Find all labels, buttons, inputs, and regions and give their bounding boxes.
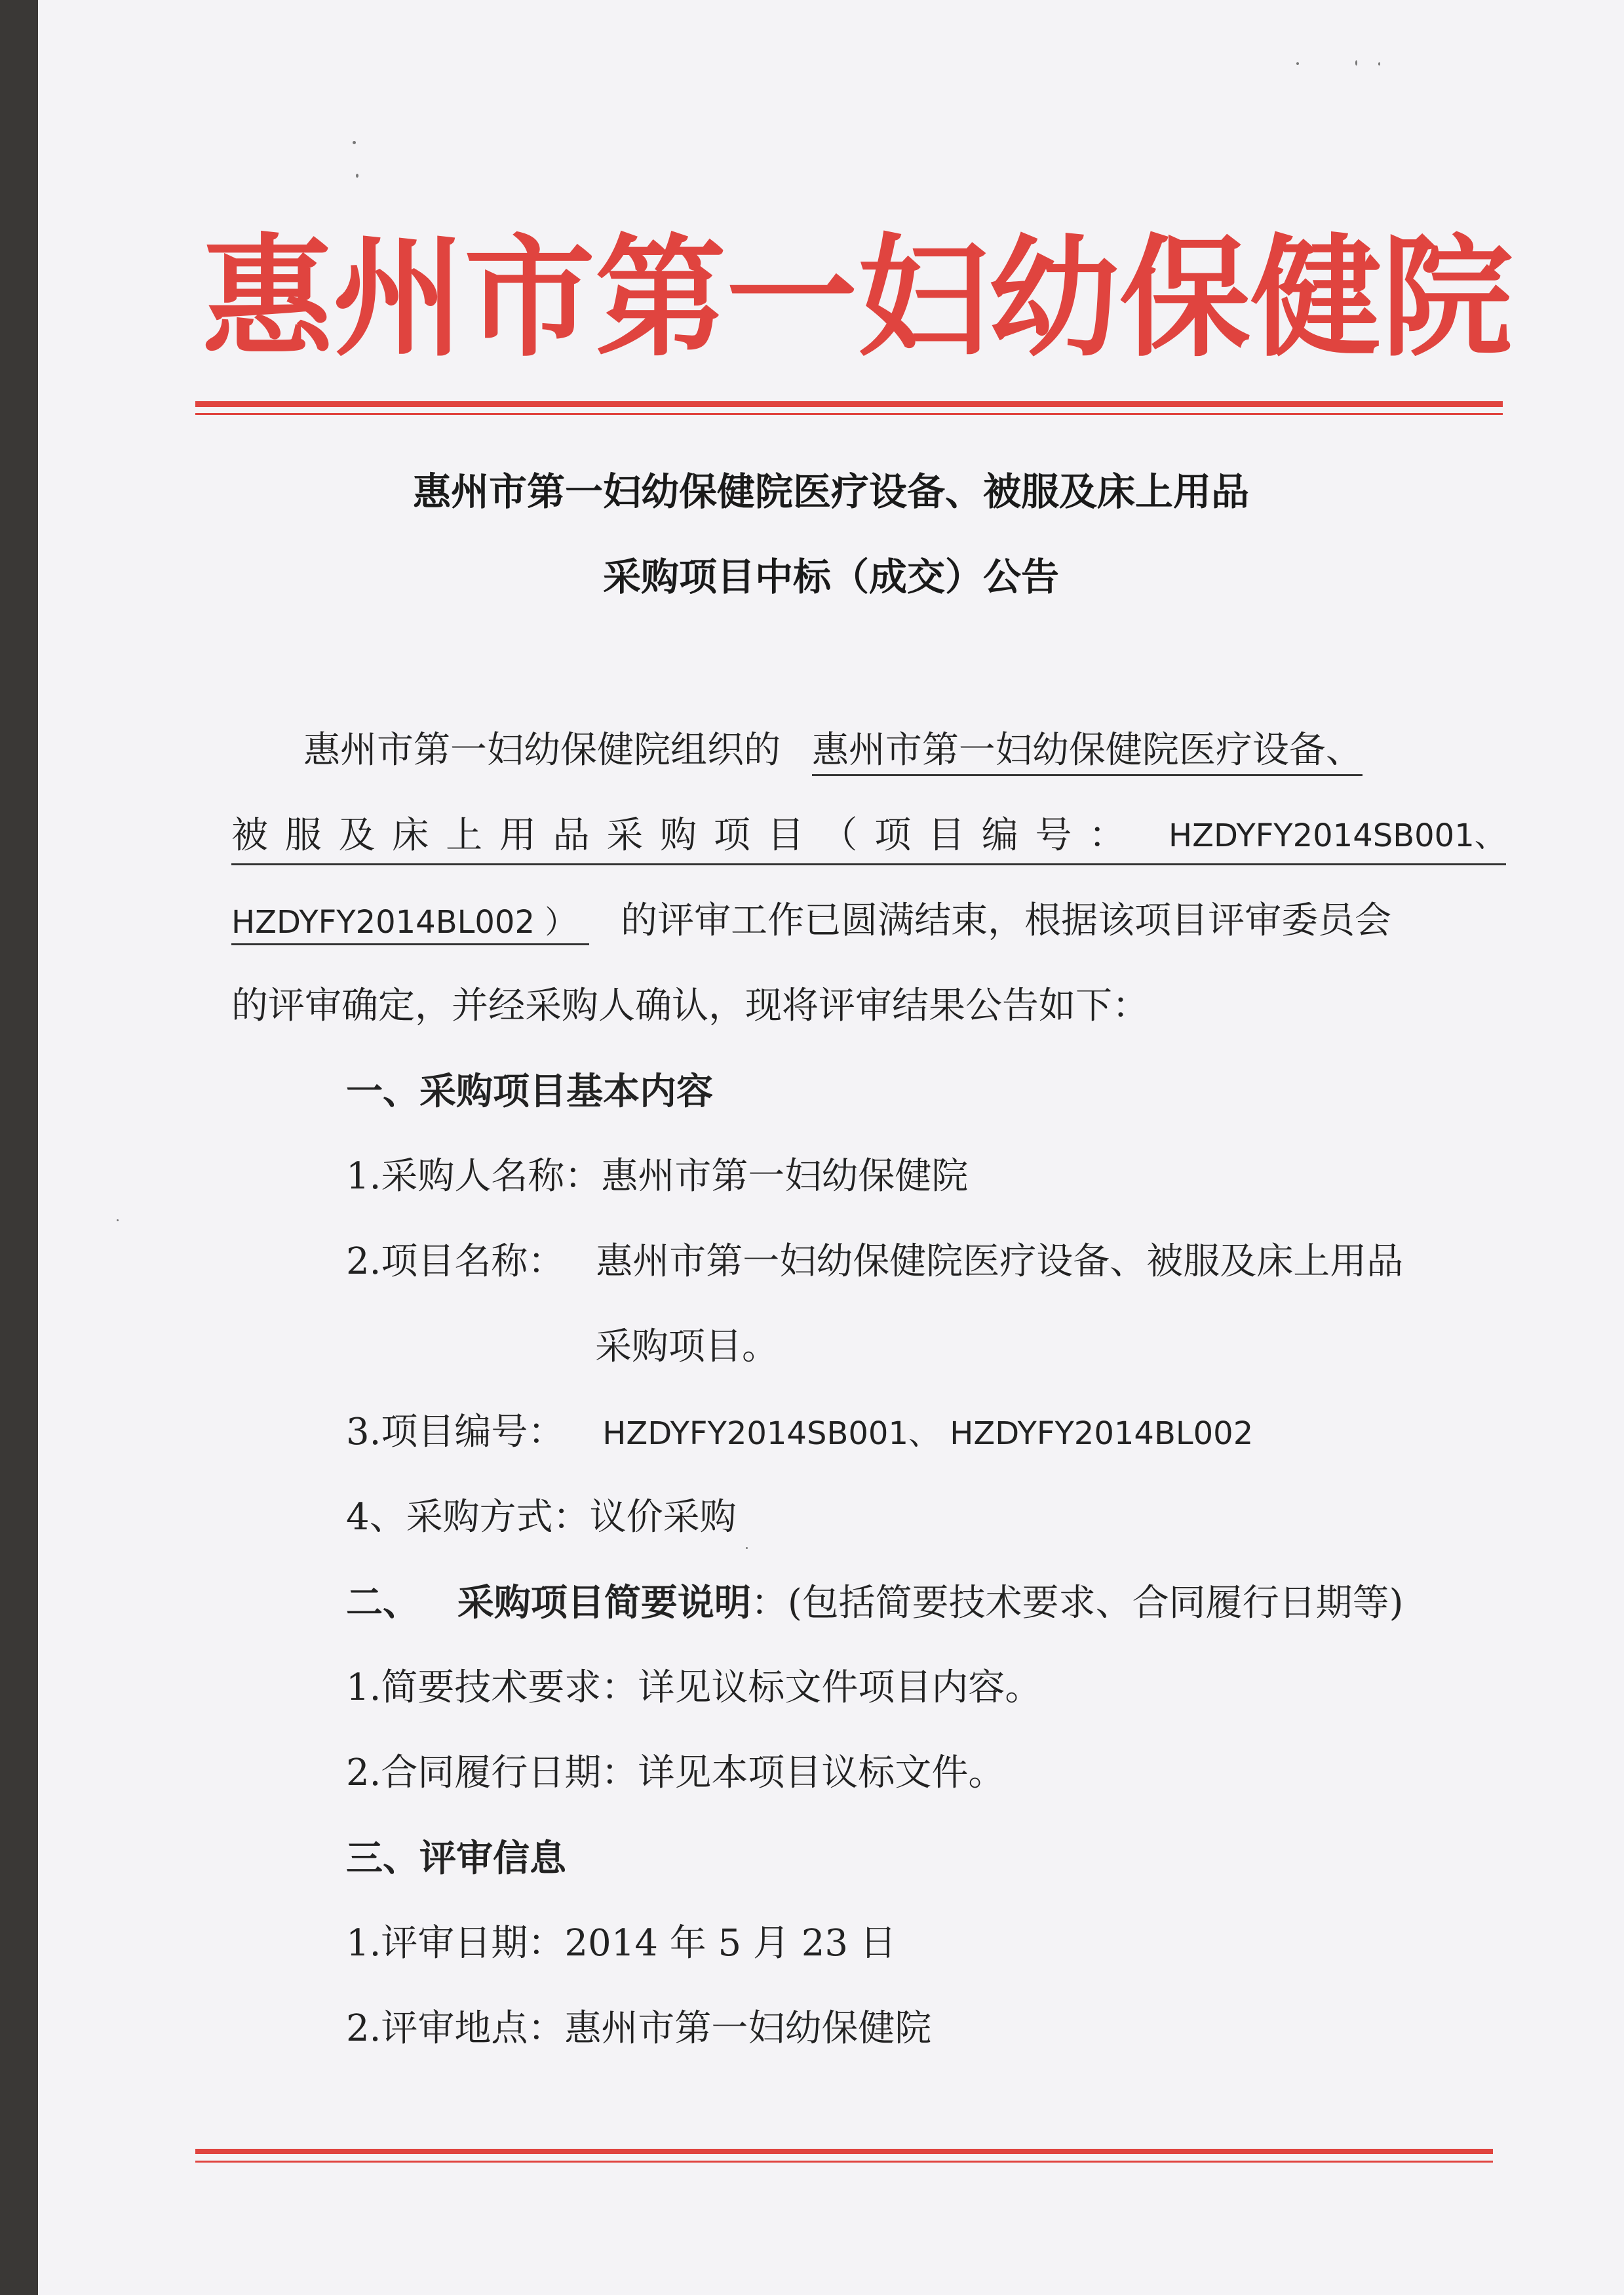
intro-char: 服 xyxy=(284,814,322,857)
scan-speck xyxy=(117,1219,119,1221)
scan-speck xyxy=(356,174,358,178)
letterhead-char: 第 xyxy=(595,221,727,375)
intro-char: 上 xyxy=(446,814,483,857)
section-3-heading: 三、评审信息 xyxy=(346,1837,566,1880)
item-3-value: HZDYFY2014SB001、 HZDYFY2014BL002 xyxy=(602,1415,1254,1452)
section-1-item-2 xyxy=(346,1236,1621,1288)
document-title-line2: 采购项目中标（成交）公告 xyxy=(602,555,1059,599)
intro-char: 目 xyxy=(927,814,965,857)
item-2-value: 惠州市第一妇幼保健院医疗设备、被服及床上用品 xyxy=(596,1240,1404,1283)
section-1-item-2-continuation: 采购项目。 xyxy=(595,1325,779,1368)
section-2-item-1: 1.简要技术要求：详见议标文件项目内容。 xyxy=(346,1666,1042,1709)
intro-char: 被 xyxy=(231,814,268,857)
intro-char: （ xyxy=(821,814,858,857)
intro-char: 项 xyxy=(874,814,912,857)
intro-char: 采 xyxy=(606,814,644,857)
intro-char: ： xyxy=(1089,814,1126,857)
intro-line-1 xyxy=(303,724,1506,777)
intro-char: 用 xyxy=(499,814,536,857)
intro-char: 及 xyxy=(338,814,376,857)
scan-speck xyxy=(746,1547,748,1549)
intro-char: 项 xyxy=(713,814,750,857)
letterhead-char: 院 xyxy=(1382,221,1513,375)
intro-char: 购 xyxy=(660,814,697,857)
intro-line-2 xyxy=(231,810,1506,865)
section-2-item-2: 2.合同履行日期：详见本项目议标文件。 xyxy=(346,1752,1005,1794)
intro-char: 床 xyxy=(392,814,429,857)
intro-char: 号 xyxy=(1035,814,1072,857)
intro-char: 目 xyxy=(767,814,804,857)
letterhead-char: 幼 xyxy=(988,221,1120,375)
footer-rule-thin xyxy=(195,2161,1493,2163)
intro-continuation-1: 的评审工作已圆满结束，根据该项目评审委员会 xyxy=(621,899,1392,942)
section-1-item-1: 1.采购人名称：惠州市第一妇幼保健院 xyxy=(346,1155,969,1198)
intro-line-4: 的评审确定，并经采购人确认，现将评审结果公告如下： xyxy=(231,985,1149,1027)
section-1-item-3 xyxy=(346,1406,1621,1460)
letterhead-char: 保 xyxy=(1119,221,1251,375)
letterhead-rule-thin xyxy=(195,413,1503,415)
section-2-title: 采购项目简要说明 xyxy=(457,1581,751,1624)
letterhead-char: 州 xyxy=(333,221,465,375)
footer-rule-thick xyxy=(195,2149,1493,2154)
scan-speck xyxy=(1355,60,1357,66)
project-code-2: HZDYFY2014BL002 ） xyxy=(231,904,589,945)
letterhead-org-name xyxy=(202,221,1513,375)
intro-char: 品 xyxy=(552,814,590,857)
letterhead-char: 一 xyxy=(726,221,858,375)
section-3-item-1: 1.评审日期：2014 年 5 月 23 日 xyxy=(346,1922,897,1965)
intro-lead: 惠州市第一妇幼保健院组织的 xyxy=(303,729,781,772)
section-2-heading xyxy=(346,1577,1621,1630)
item-2-label: 2.项目名称： xyxy=(346,1240,565,1283)
intro-line-3 xyxy=(231,895,1506,949)
section-3-item-2: 2.评审地点：惠州市第一妇幼保健院 xyxy=(346,2007,932,2050)
letterhead-char: 妇 xyxy=(857,221,989,375)
document-title-line1: 惠州市第一妇幼保健院医疗设备、被服及床上用品 xyxy=(412,469,1249,514)
section-2-number: 二、 xyxy=(346,1581,419,1624)
letterhead-char: 健 xyxy=(1250,221,1382,375)
letterhead-char: 市 xyxy=(464,221,596,375)
scan-speck xyxy=(353,141,356,144)
letterhead-char: 惠 xyxy=(202,221,334,375)
intro-char: 编 xyxy=(981,814,1018,857)
scan-speck xyxy=(1378,62,1380,66)
section-1-item-4: 4、采购方式：议价采购 xyxy=(346,1496,737,1539)
letterhead-rule-thick xyxy=(195,401,1503,407)
scan-speck xyxy=(1296,62,1299,65)
item-3-label: 3.项目编号： xyxy=(346,1411,565,1453)
section-2-note: ：(包括简要技术要求、合同履行日期等) xyxy=(750,1582,1404,1624)
section-1-heading: 一、采购项目基本内容 xyxy=(346,1070,713,1113)
document-page xyxy=(38,0,1624,2295)
project-code-1: HZDYFY2014SB001、 xyxy=(1169,817,1506,854)
project-name-underlined: 惠州市第一妇幼保健院医疗设备、 xyxy=(812,729,1363,776)
